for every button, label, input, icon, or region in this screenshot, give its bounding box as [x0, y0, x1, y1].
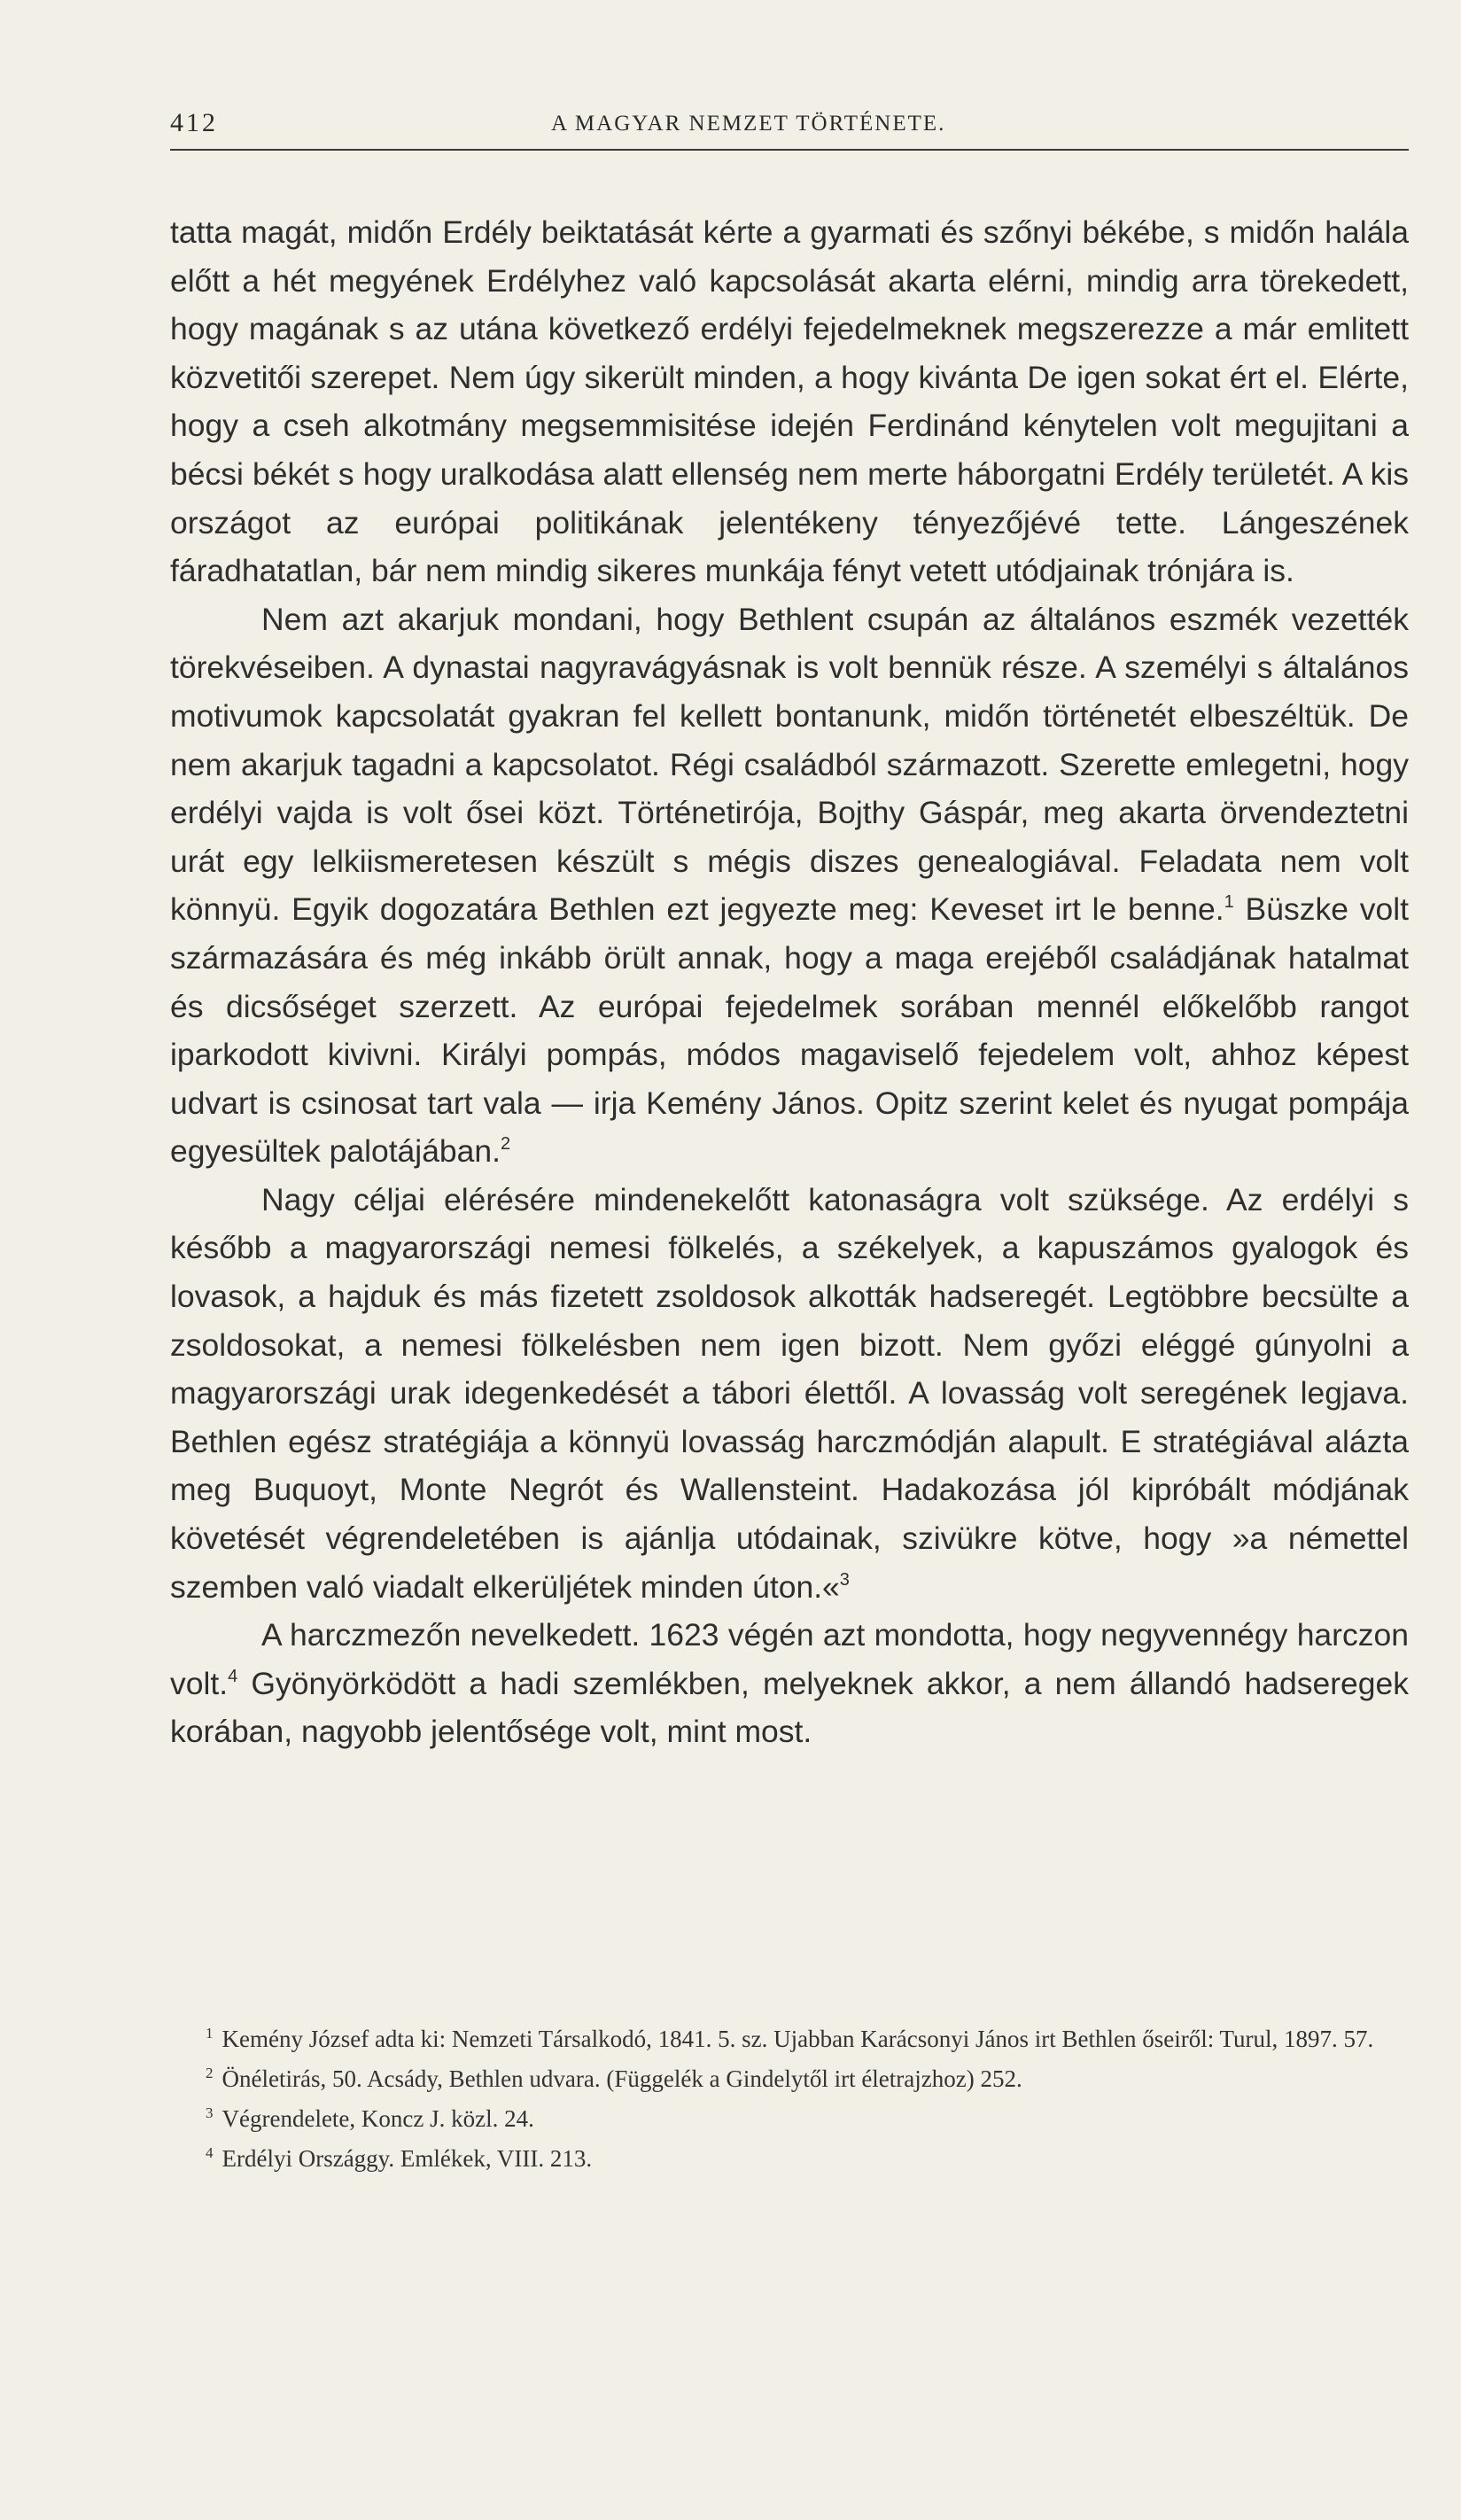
- footnote-mark: 4: [206, 2144, 214, 2161]
- paragraph: [170, 1176, 1409, 1611]
- paragraph: [170, 595, 1409, 1176]
- footnote: [170, 2142, 1409, 2175]
- footnote: [170, 2102, 1409, 2135]
- paragraph-text: Gyönyörködött a hadi szemlékben, melyeknek akkor, a nem állandó hadseregek korában, nagyobb jelentősége volt, mint most.: [170, 1665, 1409, 1750]
- page-number: 412: [170, 108, 218, 137]
- paragraph: [170, 1611, 1409, 1756]
- paragraph-text: Büszke volt származására és még inkább örült annak, hogy a maga erejéből családjának hatalmat és dicsőséget szerzett. Az európai fejedelmek sorában mennél előkelőbb rangot iparkodott kivivni. Királyi pompás, módos magaviselő fejedelem volt, ahhoz képest udvart is csinosat tart vala — irja Kemény János. Opitz szerint kelet és nyugat pompája egyesültek palotájában.: [170, 891, 1410, 1170]
- footnote-reference: 4: [228, 1666, 238, 1686]
- footnote-reference: 1: [1224, 892, 1234, 913]
- running-title: A MAGYAR NEMZET TÖRTÉNETE.: [551, 112, 946, 136]
- header-rule: [170, 149, 1409, 151]
- footnote-reference: 3: [839, 1569, 850, 1590]
- footnote: [170, 2062, 1409, 2096]
- footnote-text: Önéletirás, 50. Acsády, Bethlen udvara. (Függelék a Gindelytől irt életrajzhoz) 252.: [221, 2065, 1022, 2092]
- paragraph-text: Nagy céljai elérésére mindenekelőtt katonaságra volt szüksége. Az erdélyi s később a magyarországi nemesi fölkelés, a székelyek, a kapuszámos gyalogok és lovasok, a hajduk és más fizetett zsoldosok alkották hadseregét. Legtöbbre becsülte a zsoldosokat, a nemesi fölkelésben nem igen bizott. Nem győzi eléggé gúnyolni a magyarországi urak idegenkedését a tábori élettől. A lovasság volt seregének legjava. Bethlen egész stratégiája a könnyü lovasság harczmódján alapult. E stratégiával alázta meg Buquoyt, Monte Negrót és Wallensteint. Hadakozása jól kipróbált módjának követését végrendeletében is ajánlja utódainak, szivükre kötve, hogy »a némettel szemben való viadalt elkerüljétek minden úton.«: [170, 1181, 1409, 1605]
- footnote-mark: 1: [206, 2025, 214, 2042]
- footnote: [170, 2022, 1409, 2056]
- footnote-text: Kemény József adta ki: Nemzeti Társalkodó, 1841. 5. sz. Ujabban Karácsonyi János irt Bethlen őseiről: Turul, 1897. 57.: [221, 2026, 1374, 2052]
- footnote-text: Végrendelete, Koncz J. közl. 24.: [221, 2105, 534, 2132]
- footnote-reference: 2: [501, 1134, 511, 1155]
- page-header: [170, 99, 1409, 152]
- paragraph: [170, 208, 1409, 595]
- footnote-mark: 3: [206, 2104, 214, 2121]
- paragraph-text: Nem azt akarjuk mondani, hogy Bethlent csupán az általános eszmék vezették törekvéseiben. A dynastai nagyravágyásnak is volt bennük része. A személyi s általános motivumok kapcsolatát gyakran fel kellett bontanunk, midőn történetét elbeszéltük. De nem akarjuk tagadni a kapcsolatot. Régi családból származott. Szerette emlegetni, hogy erdélyi vajda is volt ősei közt. Történetirója, Bojthy Gáspár, meg akarta örvendeztetni urát egy lelkiismeretesen készült s mégis diszes genealogiával. Feladata nem volt könnyü. Egyik dogozatára Bethlen ezt jegyezte meg: Keveset irt le benne.: [170, 601, 1409, 928]
- footnote-mark: 2: [206, 2065, 214, 2081]
- footnote-text: Erdélyi Országgy. Emlékek, VIII. 213.: [221, 2145, 593, 2172]
- paragraph-text: tatta magát, midőn Erdély beiktatását kérte a gyarmati és szőnyi békébe, s midőn halála előtt a hét megyének Erdélyhez való kapcsolását akarta elérni, mindig arra törekedett, hogy magának s az utána következő erdélyi fejedelmeknek megszerezze a már emlitett közvetitői szerepet. Nem úgy sikerült minden, a hogy kivánta De igen sokat ért el. Elérte, hogy a cseh alkotmány megsemmisitése idején Ferdinánd kénytelen volt megujitani a bécsi békét s hogy uralkodása alatt ellenség nem merte háborgatni Erdély területét. A kis országot az európai politikának jelentékeny tényezőjévé tette. Lángeszének fáradhatatlan, bár nem mindig sikeres munkája fényt vetett utódjainak trónjára is.: [170, 214, 1409, 589]
- body-text: [170, 208, 1409, 1756]
- paragraph-text: A harczmezőn nevelkedett. 1623 végén azt mondotta, hogy negyvennégy harczon volt.: [170, 1617, 1409, 1701]
- footnotes: [170, 2022, 1409, 2182]
